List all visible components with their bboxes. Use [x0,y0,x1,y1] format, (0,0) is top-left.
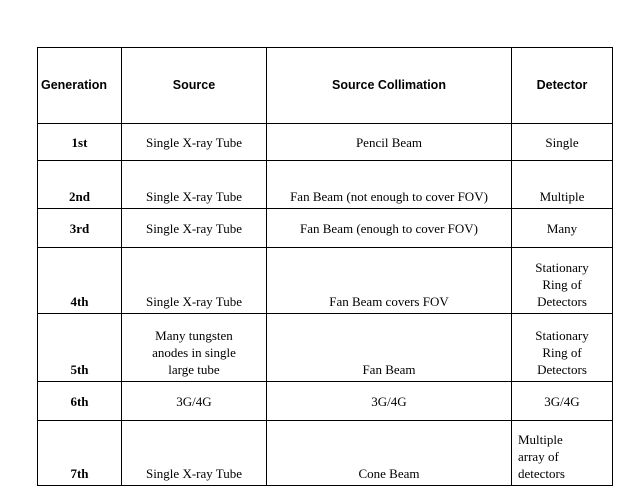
source-cell: Many tungsten anodes in single large tube [122,314,267,382]
source-cell: Single X-ray Tube [122,421,267,486]
detector-cell: Multiple array of detectors [512,421,613,486]
generation-cell: 6th [38,382,122,421]
table-row [38,421,613,486]
generation-cell: 4th [38,248,122,314]
detector-cell: Stationary Ring of Detectors [512,248,613,314]
collimation-cell: 3G/4G [267,382,512,421]
collimation-cell: Fan Beam (not enough to cover FOV) [267,161,512,209]
table-row [38,314,613,382]
table-row [38,161,613,209]
generation-cell: 1st [38,124,122,161]
table-row [38,124,613,161]
generation-cell: 2nd [38,161,122,209]
header-source: Source [122,48,267,124]
header-generation: Generation [38,48,122,124]
generation-cell: 7th [38,421,122,486]
table-row [38,382,613,421]
detector-cell: Single [512,124,613,161]
detector-cell: Stationary Ring of Detectors [512,314,613,382]
collimation-cell: Cone Beam [267,421,512,486]
source-cell: Single X-ray Tube [122,161,267,209]
detector-cell: Many [512,209,613,248]
header-source-collimation: Source Collimation [267,48,512,124]
source-cell: 3G/4G [122,382,267,421]
detector-cell: Multiple [512,161,613,209]
source-cell: Single X-ray Tube [122,209,267,248]
collimation-cell: Pencil Beam [267,124,512,161]
source-cell: Single X-ray Tube [122,248,267,314]
generation-cell: 3rd [38,209,122,248]
generation-cell: 5th [38,314,122,382]
generations-table [37,47,613,486]
table-row [38,209,613,248]
detector-cell: 3G/4G [512,382,613,421]
collimation-cell: Fan Beam (enough to cover FOV) [267,209,512,248]
collimation-cell: Fan Beam [267,314,512,382]
source-cell: Single X-ray Tube [122,124,267,161]
collimation-cell: Fan Beam covers FOV [267,248,512,314]
header-row [38,48,613,124]
header-detector: Detector [512,48,613,124]
table-row [38,248,613,314]
